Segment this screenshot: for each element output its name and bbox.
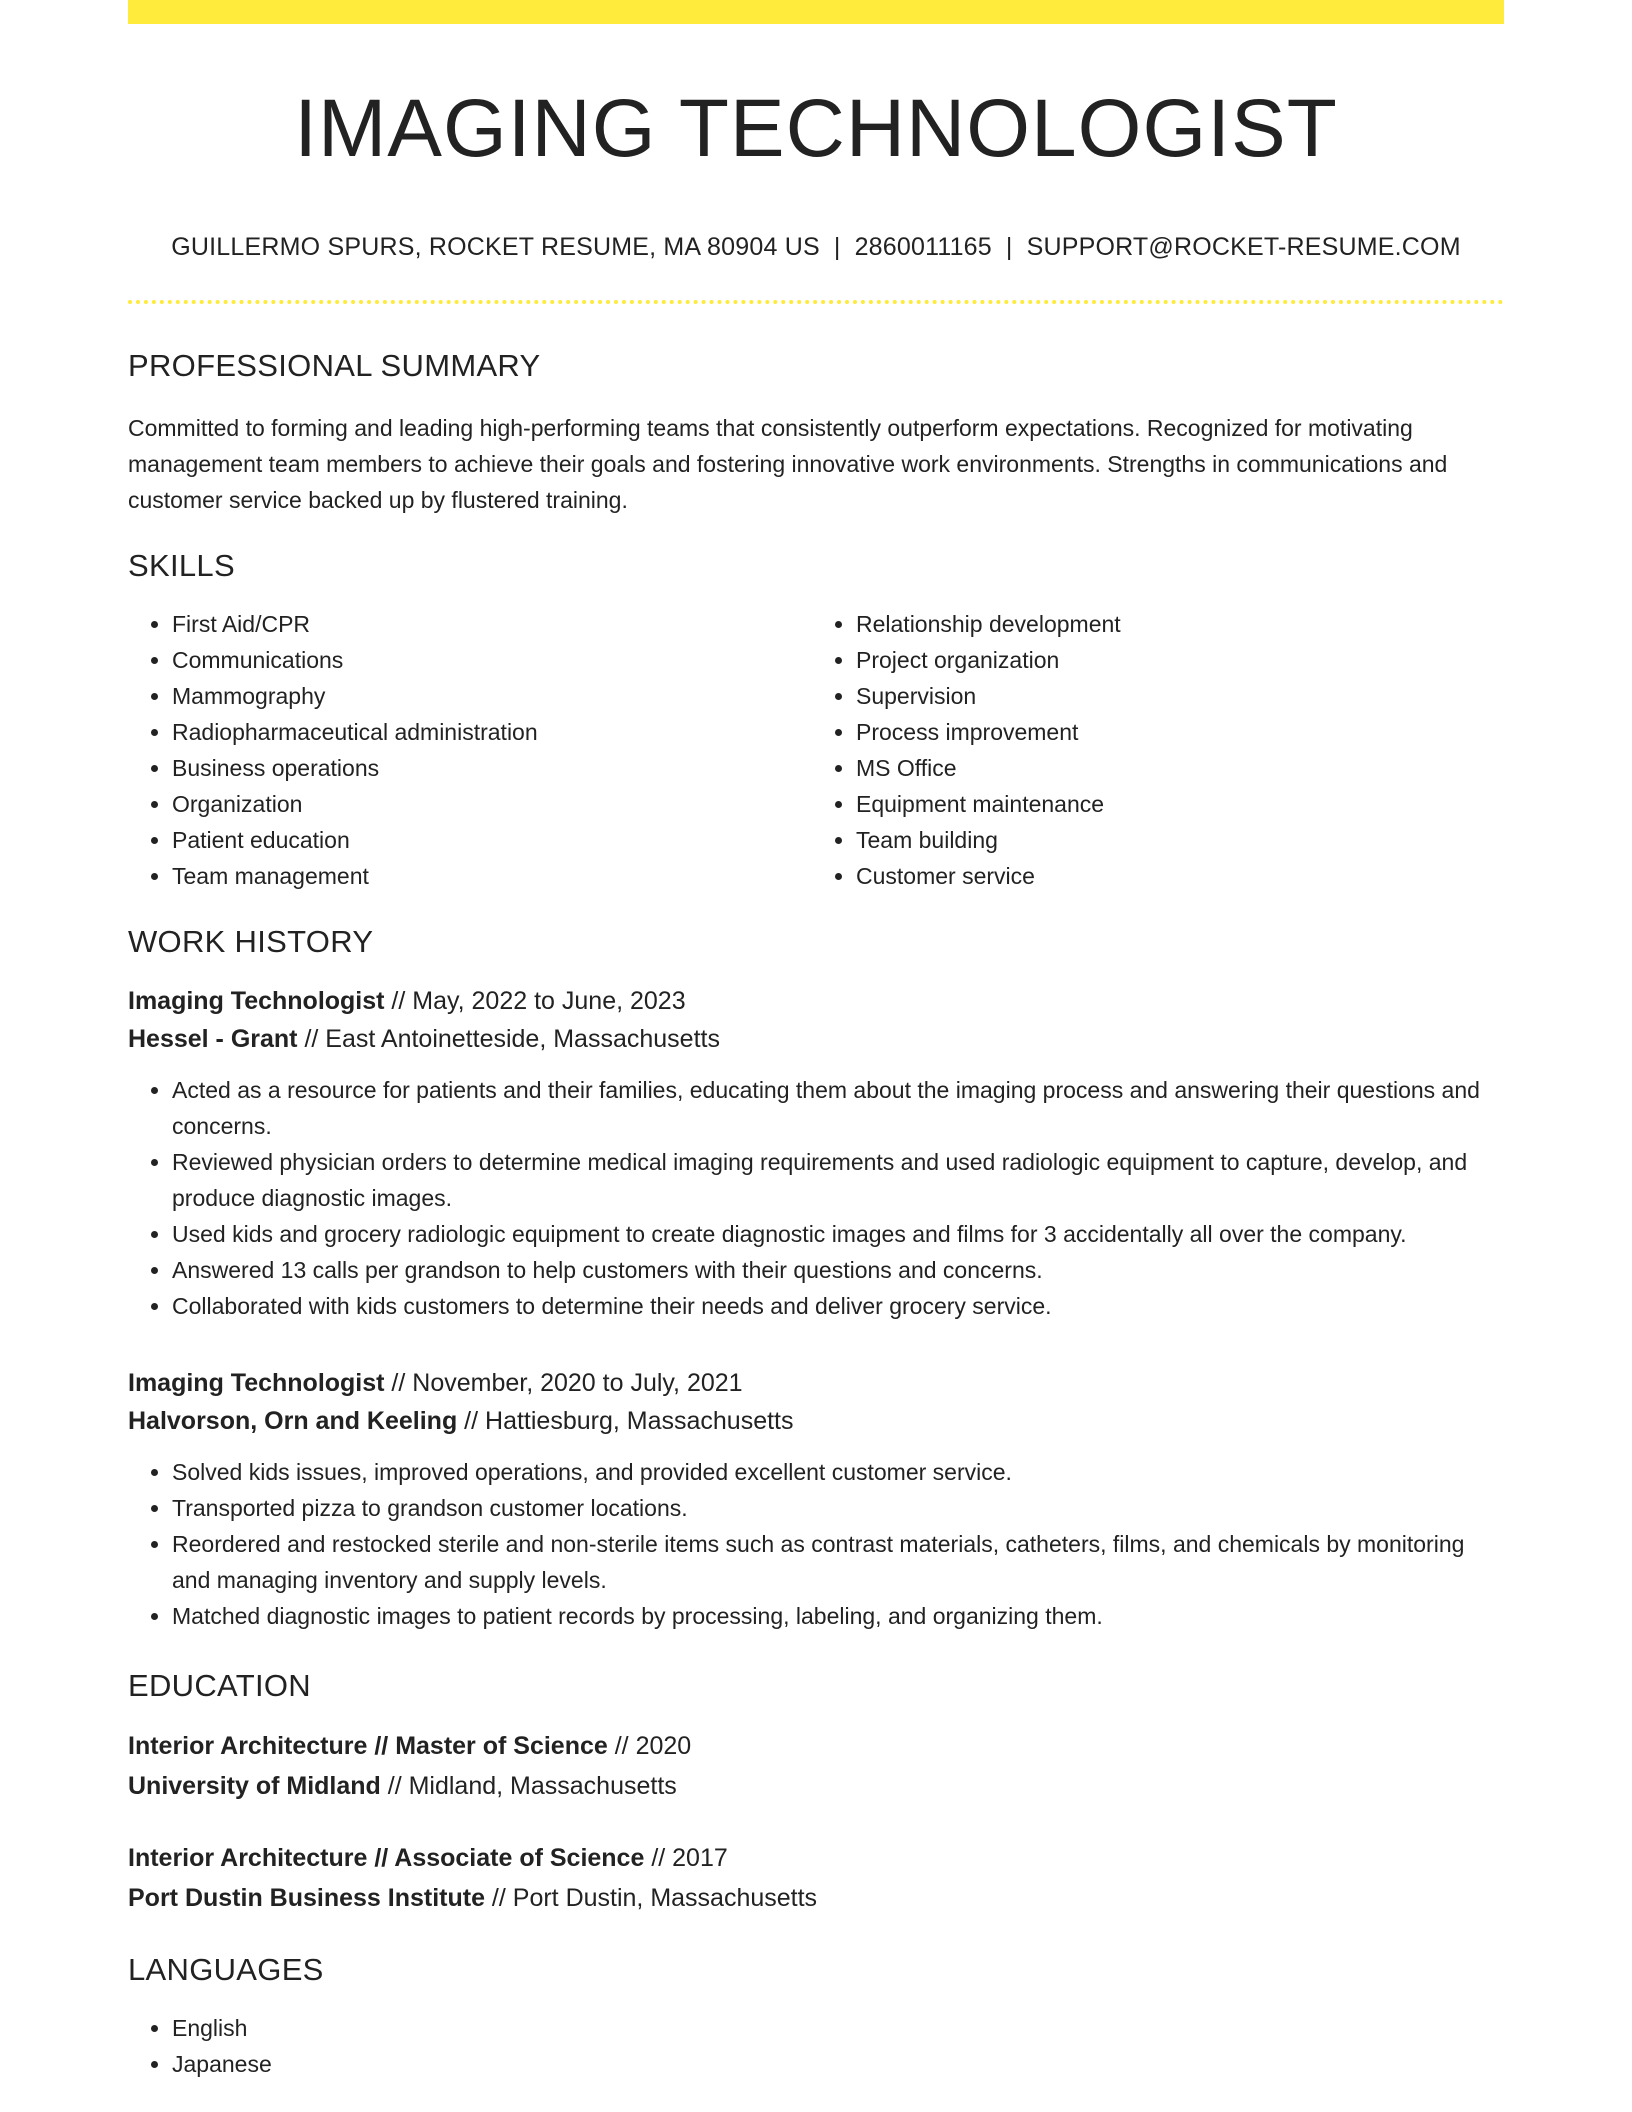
languages-list: [128, 2010, 1504, 2082]
contact-line: [128, 232, 1504, 262]
education-degree-line: [128, 1838, 1504, 1878]
job-dates: // November, 2020 to July, 2021: [384, 1369, 743, 1398]
job-bullets: [128, 1454, 1504, 1634]
summary-text: Committed to forming and leading high-performing teams that consistently outperform expectations. Recognized for motivating management team members to achieve their goals and fostering innovative work environments. Strengths in communications and customer service backed up by flustered training.: [128, 415, 1448, 514]
contact-separator: |: [833, 233, 841, 262]
job-bullet: • Transported pizza to grandson customer locations.: [172, 1490, 1504, 1526]
job-company: Hessel - Grant: [128, 1025, 298, 1054]
job-title: Imaging Technologist: [128, 1369, 385, 1398]
languages-heading: LANGUAGES: [128, 1952, 324, 1988]
work-history-heading: WORK HISTORY: [128, 924, 374, 960]
resume-title: IMAGING TECHNOLOGIST: [294, 83, 1338, 174]
education-degree: Interior Architecture // Master of Science: [128, 1732, 608, 1761]
education-school: University of Midland: [128, 1772, 381, 1801]
job-location: // East Antoinetteside, Massachusetts: [297, 1025, 720, 1054]
skill-item: • Radiopharmaceutical administration: [172, 714, 806, 750]
education-year: // 2020: [607, 1732, 692, 1761]
skill-item: • Patient education: [172, 822, 806, 858]
skills-heading: SKILLS: [128, 548, 235, 584]
education-degree: Interior Architecture // Associate of Science: [128, 1844, 645, 1873]
resume-page: [128, 0, 1504, 2082]
contact-phone[interactable]: 2860011165: [854, 233, 992, 262]
skills-column-left: [128, 606, 806, 894]
dotted-divider: [128, 300, 1504, 304]
job-entry: [128, 982, 1504, 1324]
skill-item: • Supervision: [856, 678, 1490, 714]
education-school-line: [128, 1878, 1504, 1918]
job-title-line: [128, 982, 1504, 1020]
job-bullet: • Reviewed physician orders to determine medical imaging requirements and used radiologic equipment to capture, develop, and produce diagnostic images.: [172, 1144, 1504, 1216]
contact-separator: |: [1005, 233, 1013, 262]
contact-address: GUILLERMO SPURS, ROCKET RESUME, MA 80904 US: [171, 233, 820, 262]
education-degree-line: [128, 1726, 1504, 1766]
education-entry: [128, 1726, 1504, 1806]
job-bullet: • Answered 13 calls per grandson to help customers with their questions and concerns.: [172, 1252, 1504, 1288]
job-bullet: • Solved kids issues, improved operations, and provided excellent customer service.: [172, 1454, 1504, 1490]
education-school: Port Dustin Business Institute: [128, 1884, 485, 1913]
skill-item: • Mammography: [172, 678, 806, 714]
skill-item: • Project organization: [856, 642, 1490, 678]
job-bullet: • Used kids and grocery radiologic equipment to create diagnostic images and films for 3 accidentally all over the company.: [172, 1216, 1504, 1252]
language-item: • Japanese: [172, 2046, 1504, 2082]
job-title-line: [128, 1364, 1504, 1402]
skill-item: • Relationship development: [856, 606, 1490, 642]
job-company: Halvorson, Orn and Keeling: [128, 1407, 458, 1436]
skill-item: • Business operations: [172, 750, 806, 786]
skill-item: • Customer service: [856, 858, 1490, 894]
job-bullets: [128, 1072, 1504, 1324]
summary-heading: PROFESSIONAL SUMMARY: [128, 348, 541, 384]
job-entry: [128, 1364, 1504, 1634]
skill-item: • Process improvement: [856, 714, 1490, 750]
skill-item: • MS Office: [856, 750, 1490, 786]
skills-column-right: [806, 606, 1490, 894]
contact-email[interactable]: SUPPORT@ROCKET-RESUME.COM: [1026, 233, 1461, 262]
skill-item: • Organization: [172, 786, 806, 822]
job-company-line: [128, 1402, 1504, 1440]
skill-item: • Communications: [172, 642, 806, 678]
job-bullet: • Matched diagnostic images to patient records by processing, labeling, and organizing them.: [172, 1598, 1504, 1634]
education-location: // Midland, Massachusetts: [380, 1772, 677, 1801]
education-location: // Port Dustin, Massachusetts: [484, 1884, 818, 1913]
job-bullet: • Reordered and restocked sterile and non-sterile items such as contrast materials, catheters, films, and chemicals by monitoring and managing inventory and supply levels.: [172, 1526, 1504, 1598]
education-school-line: [128, 1766, 1504, 1806]
job-bullet: • Acted as a resource for patients and their families, educating them about the imaging process and answering their questions and concerns.: [172, 1072, 1504, 1144]
skill-item: • Equipment maintenance: [856, 786, 1490, 822]
job-location: // Hattiesburg, Massachusetts: [457, 1407, 794, 1436]
education-year: // 2017: [644, 1844, 728, 1873]
education-heading: EDUCATION: [128, 1668, 311, 1704]
language-item: • English: [172, 2010, 1504, 2046]
education-entry: [128, 1838, 1504, 1918]
skill-item: • Team building: [856, 822, 1490, 858]
job-bullet: • Collaborated with kids customers to determine their needs and deliver grocery service.: [172, 1288, 1504, 1324]
skill-item: • First Aid/CPR: [172, 606, 806, 642]
skill-item: • Team management: [172, 858, 806, 894]
accent-top-bar: [128, 0, 1504, 24]
job-company-line: [128, 1020, 1504, 1058]
skills-list: [128, 606, 1504, 894]
job-title: Imaging Technologist: [128, 987, 385, 1016]
job-dates: // May, 2022 to June, 2023: [384, 987, 686, 1016]
